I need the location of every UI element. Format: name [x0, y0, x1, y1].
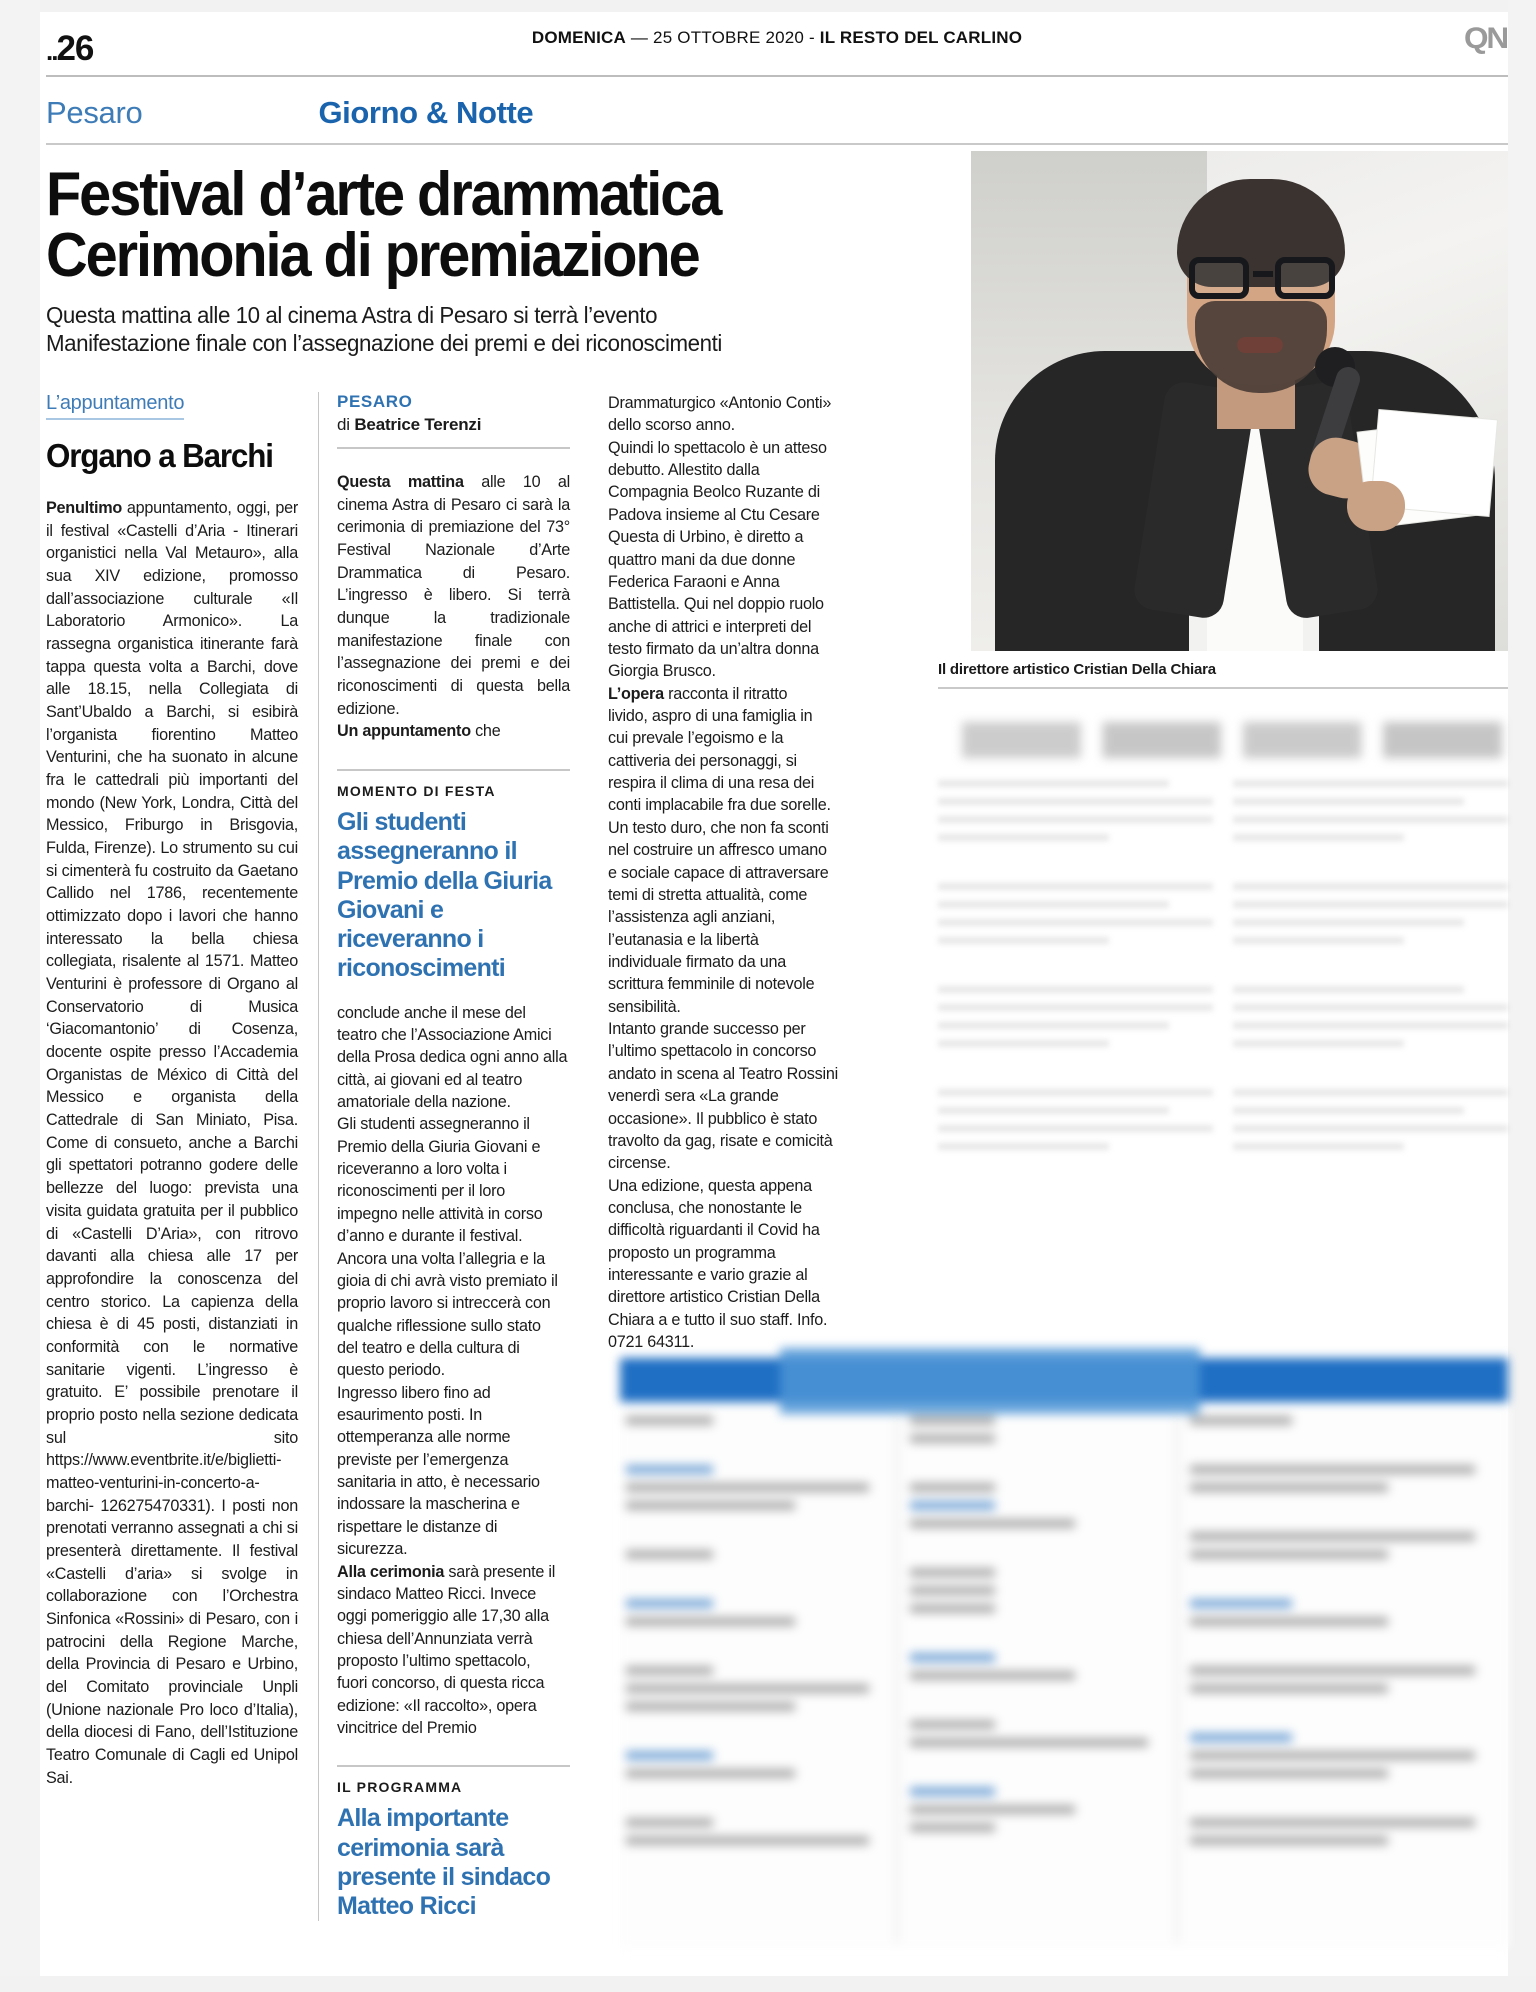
line: direttore artistico Cristian Della	[608, 1288, 820, 1307]
section-bar	[46, 95, 1508, 139]
line: Una edizione, questa appena	[608, 1176, 812, 1195]
section-rule	[46, 143, 1508, 145]
line: Federica Faraoni e Anna	[608, 572, 780, 591]
photo-glasses-bridge	[1253, 271, 1273, 277]
col1-lead-word: Penultimo	[46, 499, 122, 517]
headline-block	[46, 160, 1508, 395]
photo-lens-left	[1189, 257, 1249, 299]
line: occasione». Il pubblico è stato	[608, 1109, 818, 1128]
col2-body-continued	[337, 720, 570, 743]
line: interessante e vario grazie al	[608, 1266, 808, 1285]
page-top-margin	[0, 0, 1536, 12]
line: questo periodo.	[337, 1361, 445, 1380]
line: andato in scena al Teatro Rossini	[608, 1064, 838, 1083]
column-appuntamento	[46, 392, 318, 1921]
section-name: Giorno & Notte	[318, 95, 534, 130]
col1-kicker-link[interactable]: L’appuntamento	[46, 392, 184, 420]
line: edizione: «Il raccolto», opera	[337, 1696, 537, 1715]
line: Un testo duro, che non fa sconti	[608, 818, 829, 837]
page-left-margin	[0, 0, 40, 1992]
line: Padova insieme al Ctu Cesare	[608, 505, 820, 524]
line: Intanto grande successo per	[608, 1020, 806, 1039]
line: respira il clima di una resa dei	[608, 774, 815, 793]
line: Gli studenti assegneranno il	[337, 1115, 530, 1134]
line: indossare la mascherina e	[337, 1495, 520, 1514]
line: proposto un programma	[608, 1243, 776, 1262]
col1-headline: Organo a Barchi	[46, 437, 273, 474]
line: venerdì sera «La grande	[608, 1087, 779, 1106]
line: esaurimento posti. In	[337, 1406, 483, 1425]
line: individuale firmato da una	[608, 952, 786, 971]
dateline-paper: IL RESTO DEL CARLINO	[819, 28, 1023, 47]
byline-author: Beatrice Terenzi	[354, 415, 482, 434]
line	[337, 1561, 570, 1583]
folio-dots: ..	[46, 36, 57, 66]
line: sindaco Matteo Ricci. Invece	[337, 1584, 537, 1603]
line: sanitaria in atto, è necessario	[337, 1473, 540, 1492]
line: Ingresso libero fino ad	[337, 1383, 491, 1402]
qn-logo: QN	[1463, 22, 1508, 55]
line: chiesa dell’Annunziata verrà	[337, 1629, 533, 1648]
col2-body-text-2: che	[470, 722, 501, 741]
line: testo firmato da un’altra donna	[608, 639, 819, 658]
line: Battistella. Qui nel doppio ruolo	[608, 595, 824, 614]
byline-prefix: di	[337, 415, 355, 434]
line-rest: sarà presente il	[444, 1562, 556, 1581]
line: Compagnia Beolco Ruzante di	[608, 483, 820, 502]
col2-body	[337, 471, 570, 720]
col2-byline-rule	[337, 447, 570, 449]
line: 0721 64311.	[608, 1333, 695, 1352]
masthead	[46, 14, 1508, 66]
line: l’assistenza agli anziani,	[608, 908, 776, 927]
line: rispettare le distanze di	[337, 1517, 498, 1536]
folio-number: 26	[56, 29, 94, 68]
main-headline	[46, 160, 864, 290]
page-content	[46, 14, 1508, 395]
line: Giorgia Brusco.	[608, 662, 716, 681]
col3-lead-word: L’opera	[608, 684, 664, 703]
line: Drammaturgico «Antonio Conti»	[608, 394, 832, 412]
line: gioia di chi avrà visto premiato il	[337, 1271, 558, 1290]
line: città, ai giovani ed al teatro	[337, 1070, 523, 1089]
col2-source-label: PESARO	[337, 392, 413, 411]
line: l’eutanasia e la libertà	[608, 930, 759, 949]
article-columns	[46, 392, 1508, 1921]
line: cui prevale l’egoismo e la	[608, 729, 784, 748]
line: Premio della Giuria Giovani e	[337, 1137, 541, 1156]
col2-box-kicker: MOMENTO DI FESTA	[337, 783, 496, 800]
line: del teatro e della cultura di	[337, 1338, 520, 1357]
masthead-rule	[46, 75, 1508, 77]
line: ottemperanza alle norme	[337, 1428, 511, 1447]
line: oggi pomeriggio alle 17,30 alla	[337, 1607, 549, 1626]
line: travolto da gag, risate e comicità	[608, 1131, 833, 1150]
line: Quindi lo spettacolo è un atteso	[608, 438, 827, 457]
col2-box-body-2	[337, 1561, 570, 1740]
line: previste per l’emergenza	[337, 1450, 509, 1469]
line: della Prosa dedica ogni anno alla	[337, 1048, 568, 1067]
col1-body	[46, 497, 298, 1789]
col2-box-title: Gli studenti assegneranno il Premio della Giuria Giovani e riceveranno i riconoscimenti	[337, 808, 552, 983]
col2-box-rule	[337, 769, 570, 771]
line-rest: racconta il ritratto	[663, 684, 788, 703]
photo-caption: Il direttore artistico Cristian Della Chiara	[938, 661, 1216, 678]
line: dello scorso anno.	[608, 416, 735, 435]
line: Questa di Urbino, è diretto a	[608, 528, 804, 547]
line: fuori concorso, di questa ricca	[337, 1674, 545, 1693]
line: l’ultimo spettacolo in concorso	[608, 1042, 817, 1061]
col1-body-text: appuntamento, oggi, per il festival «Castelli d’Aria - Itinerari organistici nella Val Metauro», alla sua XIV edizione, promosso dall’associazione culturale «Il Laboratorio Armonico». La rassegna organistica itinerante farà tappa questa volta a Barchi, dove alle 18.15, nella Collegiata di Sant’Ubaldo a Barchi, si esibirà l’organista fiorentino Matteo Venturini, che ha suonato in alcune fra le cattedrali più importanti del mondo (New York, Londra, Città del Messico, Friburgo in Brisgovia, Fulda, Firenze). Lo strumento su cui si cimenterà fu costruito da Gaetano Callido nel 1786, recentemente ottimizzato dopo i lavori che hanno interessato la bella chiesa collegiata, risalente al 1571. Matteo Venturini è professore di Organo al Conservatorio di Musica ‘Giacomantonio’ di Cosenza, docente ospite presso l’Accademia Organistas de México di Città del Messico e organista della Cattedrale di San Miniato, Pisa. Come di consueto, anche a Barchi gli spettatori potranno godere delle bellezze del luogo: prevista una visita guidata gratuita per il pubblico di «Castelli D’Aria», con ritrovo davanti alla chiesa alle 17 per approfondire la conoscenza del centro storico. La capienza della chiesa è di 45 posti, distanziati in conformità con le normative sanitarie vigenti. L’ingresso è gratuito. E’ possibile prenotare il proprio posto nella sezione dedicata sul sito https://www.eventbrite.it/e/biglietti-matteo-venturini-in-concerto-a-barchi- 126275470331). I posti non prenotati verranno assegnati a chi si presenterà direttamente. Il festival «Castelli d’aria» si svolge in collaborazione con l’Orchestra Sinfonica «Rossini» di Pesaro, con i patrocini della Regione Marche, della Provincia di Pesaro e Urbino, del Comitato provinciale Unpli (Unione nazionale Pro loco d’Italia), della diocesi di Fano, dell’Istituzione Teatro Comunale di Cagli ed Unipol Sai.	[46, 499, 298, 1787]
line: difficoltà riguardanti il Covid ha	[608, 1221, 820, 1240]
line: proposto l’ultimo spettacolo,	[337, 1651, 531, 1670]
col3-body-a	[608, 392, 842, 683]
line: riconoscimenti per il loro	[337, 1182, 506, 1201]
col3-body-b	[608, 683, 842, 1354]
line: vincitrice del Premio	[337, 1719, 477, 1738]
line: conclusa, che nonostante le	[608, 1198, 802, 1217]
line: conti implacabile fra due sorelle.	[608, 796, 831, 815]
line: qualche riflessione sullo stato	[337, 1316, 541, 1335]
line: sicurezza.	[337, 1540, 408, 1559]
line: sensibilità.	[608, 997, 681, 1016]
line: Chiara a e tutto il suo staff. Info.	[608, 1310, 828, 1329]
line: teatro che l’Associazione Amici	[337, 1025, 552, 1044]
headline-line-1: Festival d’arte drammatica	[46, 160, 721, 229]
subhead-line-1: Questa mattina alle 10 al cinema Astra di Pesaro si terrà l’evento	[46, 301, 658, 328]
dateline-day: DOMENICA	[531, 28, 626, 47]
column-continuation	[590, 392, 858, 1921]
col2-box-body	[337, 1002, 570, 1561]
line: circense.	[608, 1154, 671, 1173]
line: proprio lavoro si intreccerà con	[337, 1294, 551, 1313]
line: amatoriale della nazione.	[337, 1093, 511, 1111]
line: scrittura femminile di notevole	[608, 975, 815, 994]
dateline-date: — 25 OTTOBRE 2020 -	[626, 28, 820, 47]
line: riceveranno a loro volta i	[337, 1160, 507, 1179]
col2-lead-word-2: Un appuntamento	[337, 722, 471, 741]
column-main-article	[318, 392, 590, 1921]
photo-eyeglasses	[1187, 257, 1337, 301]
photo-lens-right	[1275, 257, 1335, 299]
photo-mouth	[1237, 337, 1283, 353]
line: impegno nelle attività in corso	[337, 1204, 543, 1223]
line: nel costruire un affresco umano	[608, 841, 827, 860]
line: anche di attrici e interpreti del	[608, 617, 812, 636]
line: debutto. Allestito dalla	[608, 461, 760, 480]
col2-box2-kicker: IL PROGRAMMA	[337, 1779, 463, 1796]
col2-byline	[337, 415, 570, 435]
dateline	[46, 28, 1508, 48]
col2-box2-rule	[337, 1765, 570, 1767]
line: conclude anche il mese del	[337, 1003, 526, 1022]
col2-lead-word-3: Alla cerimonia	[337, 1562, 445, 1581]
line: livido, aspro di una famiglia in	[608, 707, 813, 726]
section-city: Pesaro	[46, 95, 143, 130]
col2-box2-title: Alla importante cerimonia sarà presente il sindaco Matteo Ricci	[337, 1804, 551, 1921]
col2-body-text: alle 10 al cinema Astra di Pesaro ci sarà la cerimonia di premiazione del 73° Festival Nazionale d’Arte Drammatica di Pesaro. L’ingresso è libero. Si terrà dunque la tradizionale manifestazione finale con l’assegnazione dei premi e dei riconoscimenti di questa bella edizione.	[337, 473, 570, 718]
line: temi di stretta attualità, come	[608, 885, 808, 904]
line: e sociale capace di attraversare	[608, 863, 829, 882]
line: Ancora una volta l’allegria e la	[337, 1249, 545, 1268]
page-bottom-margin	[0, 1976, 1536, 1992]
subhead-line-2: Manifestazione finale con l’assegnazione dei premi e dei riconoscimenti	[46, 330, 722, 357]
main-subhead	[46, 301, 890, 358]
line: quattro mani da due donne	[608, 550, 796, 569]
line: cattiveria dei personaggi, si	[608, 751, 797, 770]
col2-lead-word: Questa mattina	[337, 473, 464, 491]
headline-line-2: Cerimonia di premiazione	[46, 220, 699, 290]
line	[608, 683, 842, 705]
page-right-margin	[1508, 0, 1536, 1992]
line: d’anno e durante il festival.	[337, 1227, 523, 1246]
